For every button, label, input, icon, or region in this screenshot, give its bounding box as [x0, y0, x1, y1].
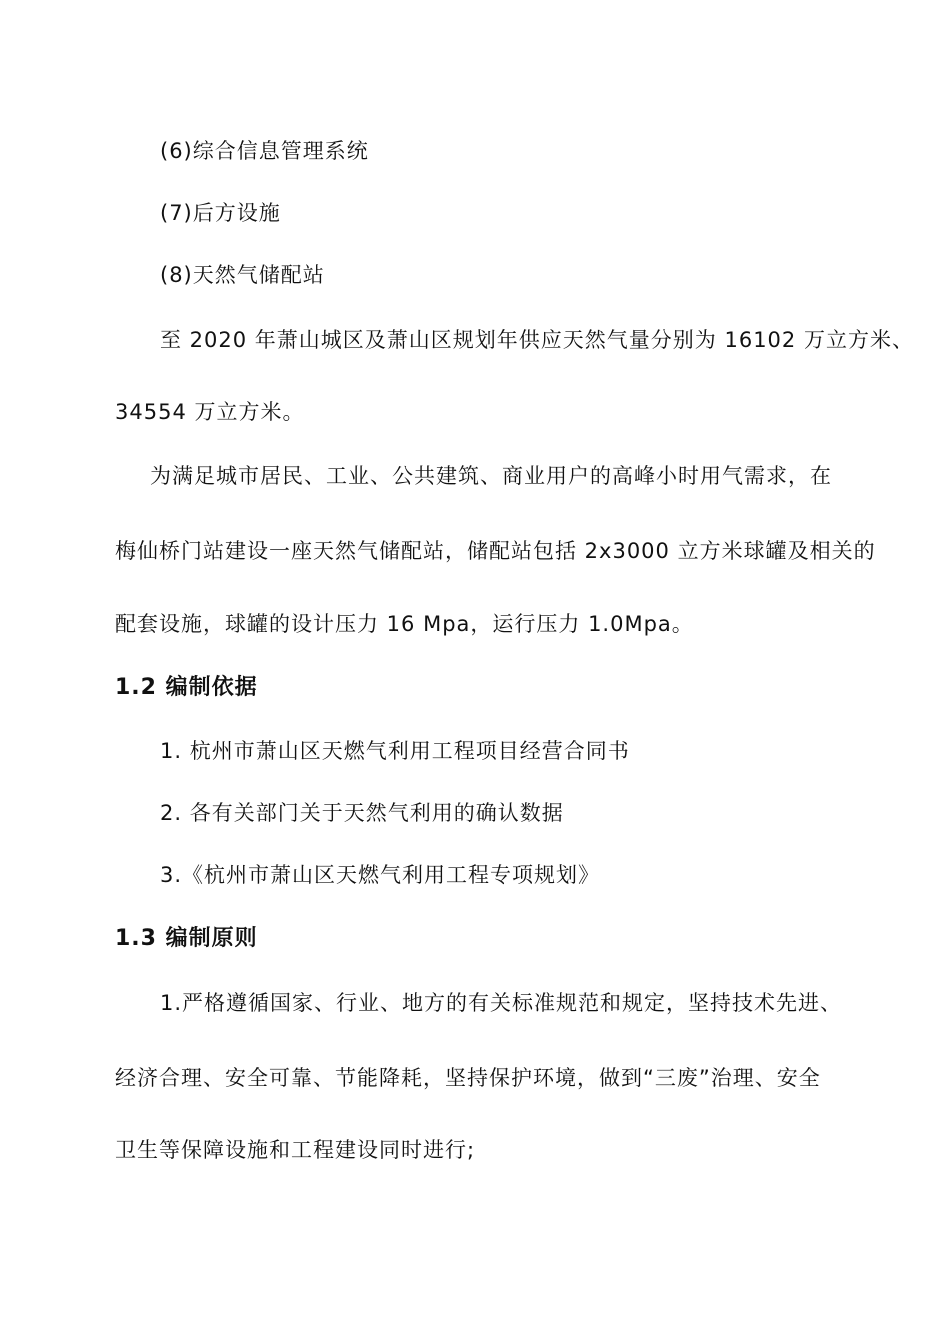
- paragraph-storage-line-2: 梅仙桥门站建设一座天然气储配站，储配站包括 2x3000 立方米球罐及相关的: [115, 539, 876, 563]
- principles-line-3: 卫生等保障设施和工程建设同时进行;: [115, 1138, 476, 1162]
- basis-item-3: 3.《杭州市萧山区天燃气利用工程专项规划》: [160, 863, 601, 887]
- paragraph-storage-line-3: 配套设施，球罐的设计压力 16 Mpa，运行压力 1.0Mpa。: [115, 612, 694, 636]
- paragraph-supply-line-1: 至 2020 年萧山城区及萧山区规划年供应天然气量分别为 16102 万立方米、: [160, 328, 914, 352]
- basis-item-1: 1. 杭州市萧山区天燃气利用工程项目经营合同书: [160, 739, 630, 763]
- paragraph-supply-line-2: 34554 万立方米。: [115, 400, 305, 424]
- principles-line-2: 经济合理、安全可靠、节能降耗，坚持保护环境，做到“三废”治理、安全: [115, 1066, 821, 1090]
- paragraph-storage-line-1: 为满足城市居民、工业、公共建筑、商业用户的高峰小时用气需求，在: [150, 464, 832, 488]
- list-item-7: (7)后方设施: [160, 201, 281, 225]
- list-item-8: (8)天然气储配站: [160, 263, 325, 287]
- section-principles-heading: 1.3 编制原则: [115, 926, 258, 951]
- basis-item-2: 2. 各有关部门关于天然气利用的确认数据: [160, 801, 564, 825]
- section-basis-heading: 1.2 编制依据: [115, 675, 258, 700]
- principles-line-1: 1.严格遵循国家、行业、地方的有关标准规范和规定，坚持技术先进、: [160, 991, 843, 1015]
- list-item-6: (6)综合信息管理系统: [160, 139, 369, 163]
